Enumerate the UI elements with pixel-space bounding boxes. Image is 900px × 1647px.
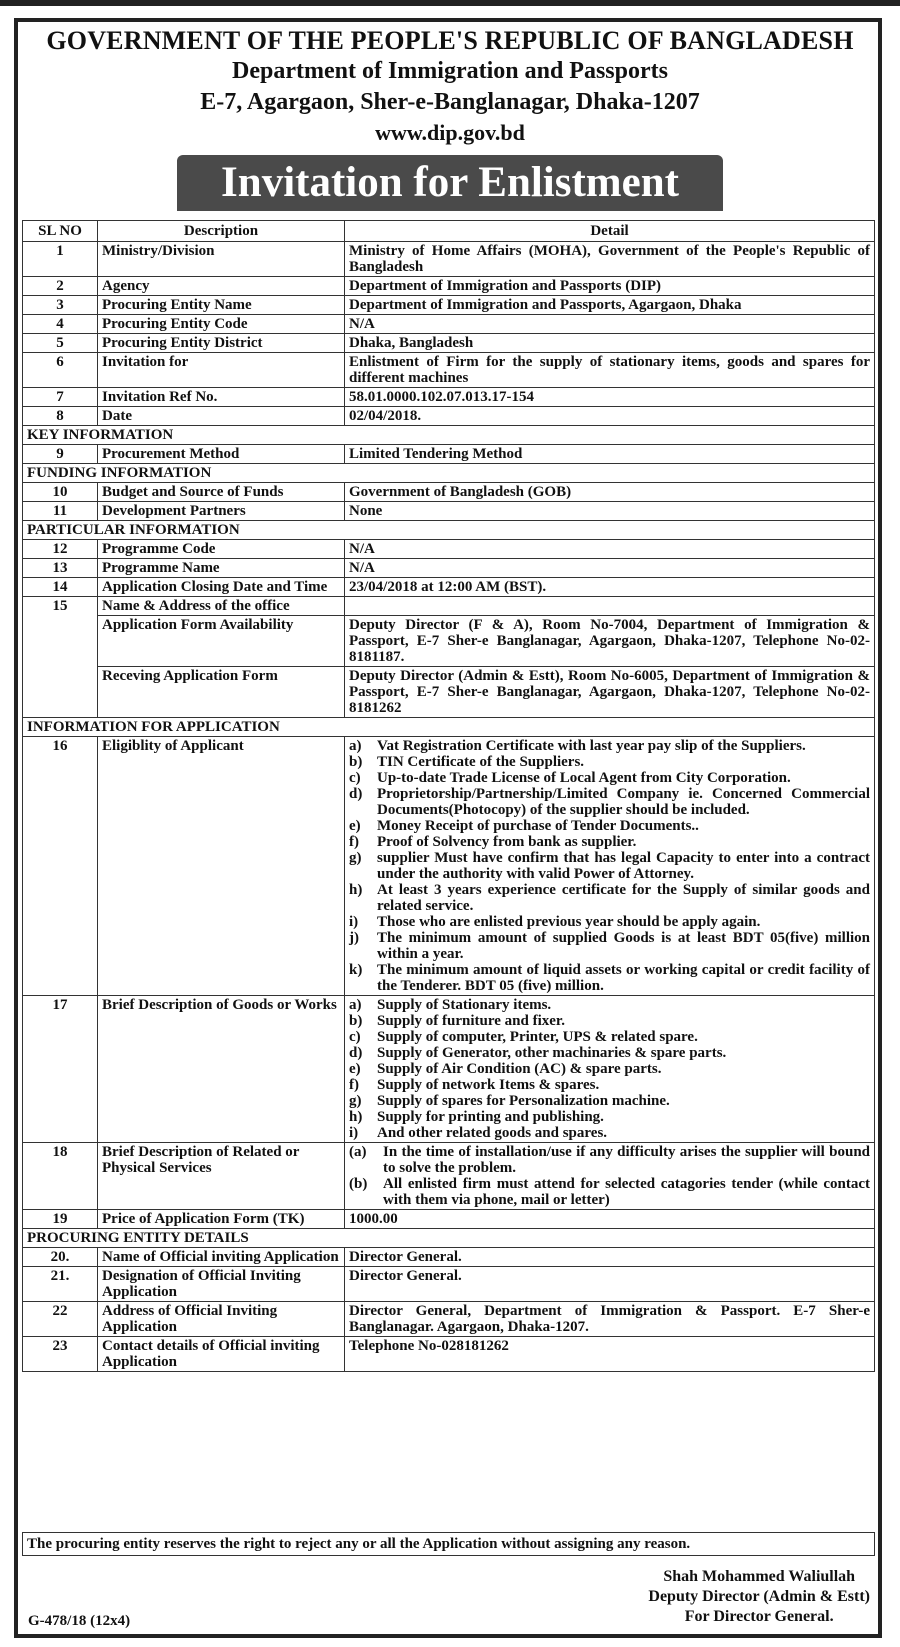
row-detail (345, 597, 875, 616)
row-description: Address of Official Inviting Application (98, 1302, 345, 1337)
row-sl: 7 (23, 388, 98, 407)
table-row (23, 445, 875, 464)
table-row (23, 388, 875, 407)
signature-block (648, 1567, 870, 1627)
row-sl: 3 (23, 296, 98, 315)
table-row (23, 616, 875, 667)
row-description: Name & Address of the office (98, 597, 345, 616)
address-heading: E-7, Agargaon, Sher-e-Banglanagar, Dhaka-1207 (200, 89, 700, 115)
top-rule (0, 0, 900, 6)
row-sl: 15 (23, 597, 98, 616)
row-detail: Deputy Director (Admin & Estt), Room No-6005, Department of Immigration & Passport, E-7 Sher-e Banglanagar, Agargaon, Dhaka-1207, Telephone No-02-8181262 (345, 667, 875, 718)
row-description: Budget and Source of Funds (98, 483, 345, 502)
row-detail: N/A (345, 540, 875, 559)
row-sl: 17 (23, 996, 98, 1143)
row-detail: Telephone No-028181262 (345, 1337, 875, 1372)
row-sl: 11 (23, 502, 98, 521)
list-item: i) Those who are enlisted previous year should be apply again. (349, 914, 761, 930)
list-item: (b) All enlisted firm must attend for selected catagories tender (while contact with them via phone, mail or letter) (349, 1176, 870, 1208)
enlistment-table (22, 220, 875, 1372)
table-row (23, 1210, 875, 1229)
row-sl: 2 (23, 277, 98, 296)
row-sl: 9 (23, 445, 98, 464)
row-sl: 22 (23, 1302, 98, 1337)
goods-list (345, 996, 875, 1143)
row-sl: 18 (23, 1143, 98, 1210)
table-row (23, 540, 875, 559)
row-description: Agency (98, 277, 345, 296)
row-description: Brief Description of Goods or Works (98, 996, 345, 1143)
row-description: Procuring Entity Code (98, 315, 345, 334)
row-sl: 13 (23, 559, 98, 578)
col-sl-header: SL NO (23, 221, 98, 242)
list-item: a) Supply of Stationary items. (349, 997, 552, 1013)
row-sl: 10 (23, 483, 98, 502)
signatory-for: For Director General. (684, 1608, 834, 1625)
services-list (345, 1143, 875, 1210)
table-row (23, 334, 875, 353)
list-item: (a) In the time of installation/use if any difficulty arises the supplier will bound to solve the problem. (349, 1144, 870, 1176)
row-detail: 58.01.0000.102.07.013.17-154 (345, 388, 875, 407)
section-row (23, 521, 875, 540)
list-item: h) At least 3 years experience certificate for the Supply of similar goods and related service. (349, 882, 870, 914)
row-sl: 19 (23, 1210, 98, 1229)
department-heading: Department of Immigration and Passports (232, 58, 668, 84)
table-row (23, 578, 875, 597)
row-description: Name of Official inviting Application (98, 1248, 345, 1267)
ad-code: G-478/18 (12x4) (28, 1613, 131, 1629)
list-item: f) Proof of Solvency from bank as supplier. (349, 834, 637, 850)
section-procuring-entity-details: PROCURING ENTITY DETAILS (23, 1229, 875, 1248)
list-item: e) Money Receipt of purchase of Tender Documents.. (349, 818, 699, 834)
section-row (23, 464, 875, 483)
section-key-information: KEY INFORMATION (23, 426, 875, 445)
table-row (23, 1302, 875, 1337)
row-description: Receving Application Form (98, 667, 345, 718)
section-row (23, 718, 875, 737)
row-sl: 8 (23, 407, 98, 426)
row-detail: 1000.00 (345, 1210, 875, 1229)
list-item: c) Up-to-date Trade License of Local Agent from City Corporation. (349, 770, 791, 786)
table-row (23, 483, 875, 502)
row-detail: Director General. (345, 1267, 875, 1302)
table-row (23, 242, 875, 277)
row-description: Development Partners (98, 502, 345, 521)
row-description: Application Closing Date and Time (98, 578, 345, 597)
table-row (23, 1248, 875, 1267)
signatory-title: Deputy Director (Admin & Estt) (648, 1588, 870, 1605)
row-description: Price of Application Form (TK) (98, 1210, 345, 1229)
row-detail: Director General. (345, 1248, 875, 1267)
col-description-header: Description (98, 221, 345, 242)
row-detail: Limited Tendering Method (345, 445, 875, 464)
website-text: www.dip.gov.bd (375, 120, 525, 145)
row-description: Procuring Entity District (98, 334, 345, 353)
table-row (23, 502, 875, 521)
row-sl: 21. (23, 1267, 98, 1302)
row-detail: Department of Immigration and Passports (DIP) (345, 277, 875, 296)
row-detail: Government of Bangladesh (GOB) (345, 483, 875, 502)
section-funding-information: FUNDING INFORMATION (23, 464, 875, 483)
row-sl: 6 (23, 353, 98, 388)
section-information-for-application: INFORMATION FOR APPLICATION (23, 718, 875, 737)
row-detail: Director General, Department of Immigration & Passport. E-7 Sher-e Banglanagar. Agargaon, Dhaka-1207. (345, 1302, 875, 1337)
list-item: a) Vat Registration Certificate with last year pay slip of the Suppliers. (349, 738, 806, 754)
table-row (23, 1337, 875, 1372)
signatory-name: Shah Mohammed Waliullah (663, 1568, 856, 1585)
row-sl (23, 667, 98, 718)
row-detail: Ministry of Home Affairs (MOHA), Government of the People's Republic of Bangladesh (345, 242, 875, 277)
row-description: Procuring Entity Name (98, 296, 345, 315)
list-item: j) The minimum amount of supplied Goods is at least BDT 05(five) million within a year. (349, 930, 870, 962)
row-detail: Department of Immigration and Passports, Agargaon, Dhaka (345, 296, 875, 315)
row-detail: N/A (345, 559, 875, 578)
row-sl: 5 (23, 334, 98, 353)
table-row (23, 277, 875, 296)
row-description: Eligiblity of Applicant (98, 737, 345, 996)
row-sl: 23 (23, 1337, 98, 1372)
title-banner: Invitation for Enlistment (177, 155, 723, 211)
table-row (23, 737, 875, 996)
table-row (23, 559, 875, 578)
table-row (23, 1267, 875, 1302)
list-item: d) Proprietorship/Partnership/Limited Company ie. Concerned Commercial Documents(Photocopy) of the supplier should be included. (349, 786, 870, 818)
list-item: c) Supply of computer, Printer, UPS & related spare. (349, 1029, 698, 1045)
row-sl: 1 (23, 242, 98, 277)
row-detail: Dhaka, Bangladesh (345, 334, 875, 353)
row-description: Programme Name (98, 559, 345, 578)
row-detail: Enlistment of Firm for the supply of stationary items, goods and spares for different machines (345, 353, 875, 388)
table-row (23, 296, 875, 315)
table-row (23, 407, 875, 426)
row-sl: 14 (23, 578, 98, 597)
row-description: Programme Code (98, 540, 345, 559)
row-sl: 4 (23, 315, 98, 334)
list-item: g) supplier Must have confirm that has legal Capacity to enter into a contract under the authority with valid Power of Attorney. (349, 850, 870, 882)
list-item: f) Supply of network Items & spares. (349, 1077, 600, 1093)
col-detail-header: Detail (345, 221, 875, 242)
row-detail: N/A (345, 315, 875, 334)
section-row (23, 1229, 875, 1248)
row-sl: 12 (23, 540, 98, 559)
list-item: d) Supply of Generator, other machinaries & spare parts. (349, 1045, 727, 1061)
list-item: i) And other related goods and spares. (349, 1125, 608, 1141)
row-description: Ministry/Division (98, 242, 345, 277)
eligibility-list (345, 737, 875, 996)
list-item: b) TIN Certificate of the Suppliers. (349, 754, 585, 770)
table-row (23, 353, 875, 388)
row-sl: 16 (23, 737, 98, 996)
row-detail: Deputy Director (F & A), Room No-7004, Department of Immigration & Passport, E-7 Sher-e Banglanagar, Agargaon, Dhaka-1207, Telephone No-02-8181187. (345, 616, 875, 667)
row-detail: 02/04/2018. (345, 407, 875, 426)
reservation-footnote: The procuring entity reserves the right to reject any or all the Application without assigning any reason. (22, 1532, 875, 1556)
list-item: e) Supply of Air Condition (AC) & spare parts. (349, 1061, 662, 1077)
list-item: b) Supply of furniture and fixer. (349, 1013, 565, 1029)
list-item: k) The minimum amount of liquid assets or working capital or credit facility of the Tenderer. BDT 05 (five) million. (349, 962, 870, 994)
row-description: Contact details of Official inviting Application (98, 1337, 345, 1372)
table-header-row (23, 221, 875, 242)
table-row (23, 996, 875, 1143)
list-item: h) Supply for printing and publishing. (349, 1109, 604, 1125)
row-description: Designation of Official Inviting Application (98, 1267, 345, 1302)
section-row (23, 426, 875, 445)
table-row (23, 597, 875, 616)
row-description: Application Form Availability (98, 616, 345, 667)
list-item: g) Supply of spares for Personalization machine. (349, 1093, 670, 1109)
row-description: Date (98, 407, 345, 426)
row-description: Procurement Method (98, 445, 345, 464)
row-detail: None (345, 502, 875, 521)
row-description: Invitation Ref No. (98, 388, 345, 407)
row-description: Brief Description of Related or Physical Services (98, 1143, 345, 1210)
row-sl (23, 616, 98, 667)
government-heading: GOVERNMENT OF THE PEOPLE'S REPUBLIC OF BANGLADESH (46, 26, 854, 55)
table-row (23, 667, 875, 718)
table-row (23, 315, 875, 334)
row-detail: 23/04/2018 at 12:00 AM (BST). (345, 578, 875, 597)
row-description: Invitation for (98, 353, 345, 388)
row-sl: 20. (23, 1248, 98, 1267)
table-row (23, 1143, 875, 1210)
section-particular-information: PARTICULAR INFORMATION (23, 521, 875, 540)
